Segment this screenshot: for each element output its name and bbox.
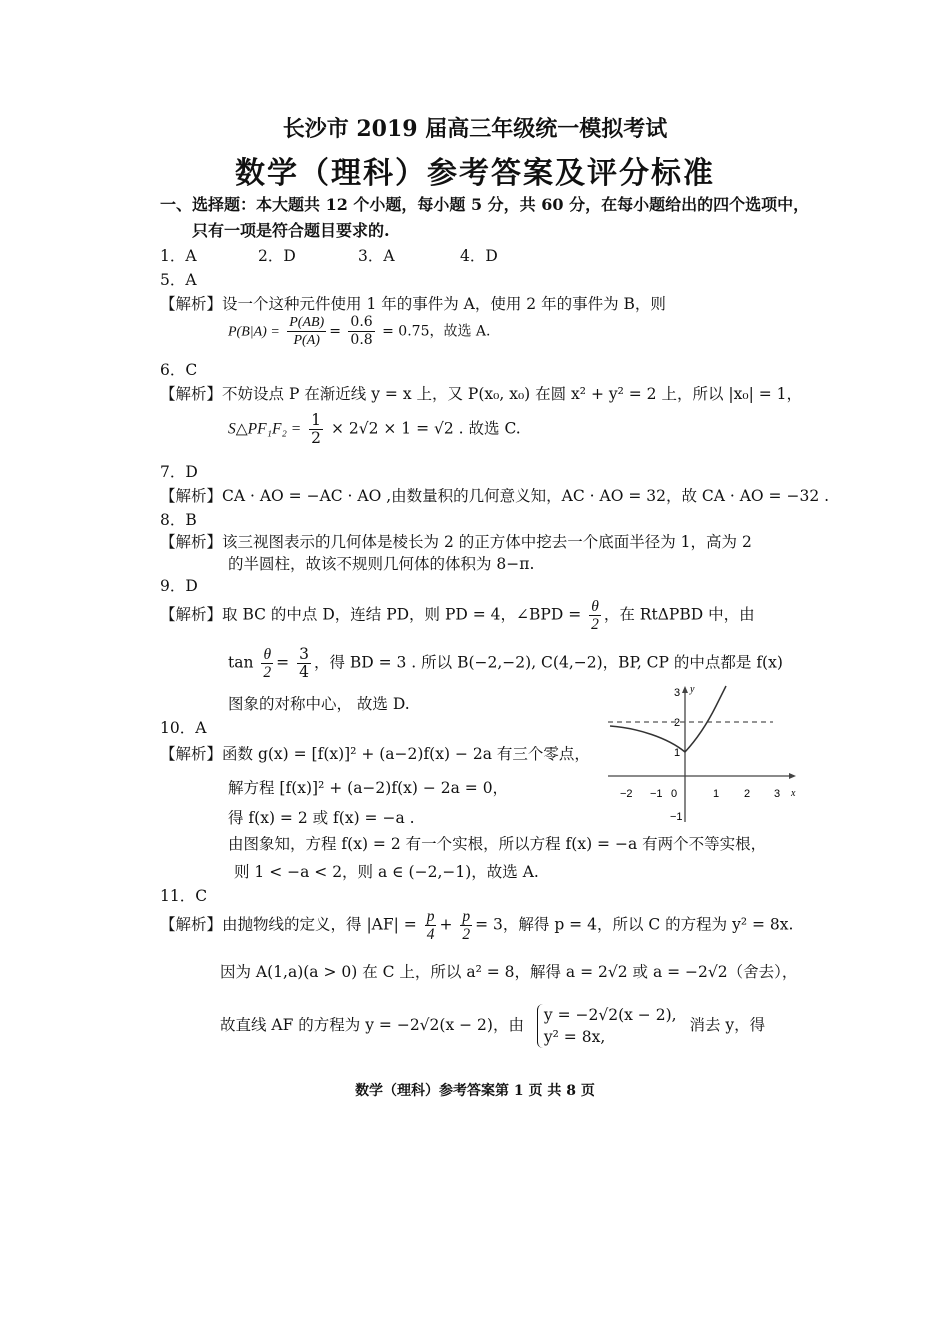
q9-line3: 图象的对称中心， 故选 D. <box>228 695 410 713</box>
q8-line2: 的半圆柱，故该不规则几何体的体积为 8−π. <box>228 555 535 573</box>
q11-line1: 【解析】由抛物线的定义，得 |AF| = $\frac{p}{4}$ + $\frac{p}{2}$ = 3，解得 p = 4，所以 C 的方程为 y² = 8x. <box>160 908 794 943</box>
q10-line2: 解方程 [f(x)]² + (a−2)f(x) − 2a = 0， <box>228 779 509 797</box>
section-heading-line1: 一、选择题：本大题共 12 个小题，每小题 5 分，共 60 分，在每小题给出的四个选项中， <box>160 195 810 214</box>
x-tick: 0 <box>671 788 678 800</box>
page-subtitle: 数学（理科）参考答案及评分标准 <box>235 156 715 191</box>
x-tick: 3 <box>774 788 781 800</box>
analysis-label: 【解析】 <box>160 295 223 313</box>
answer-3: 3．A <box>358 247 395 265</box>
curve-right <box>685 686 726 752</box>
page-footer: 数学（理科）参考答案第 1 页 共 8 页 <box>355 1083 595 1099</box>
q9-line2: tan $\frac{\theta}{2}$ = $\frac{3}{4}$ ，得 BD = 3 . 所以 B(−2,−2), C(4,−2)，BP, CP 的中点都是 f(x) <box>228 645 783 681</box>
y-axis-label: y <box>690 684 695 695</box>
q10-line1: 函数 g(x) = [f(x)]² + (a−2)f(x) − 2a 有三个零点， <box>222 745 590 763</box>
answer-10: 10．A <box>160 719 207 737</box>
answer-9: 9．D <box>160 577 198 595</box>
q5-formula: P(B|A) = $\frac{P(AB)}{P(A)}$ = $\frac{0.6}{0.8}$ = 0.75，故选 A. <box>228 314 491 348</box>
answer-8: 8．B <box>160 511 197 529</box>
answer-11: 11．C <box>160 887 208 905</box>
y-tick: −1 <box>670 811 683 823</box>
q11-line3: 故直线 AF 的方程为 y = −2√2(x − 2)，由 y = −2√2(x − 2), y² = 8x, 消去 y，得 <box>220 1006 766 1046</box>
y-tick: 2 <box>674 717 681 729</box>
answer-7: 7．D <box>160 463 198 481</box>
section-heading-line2: 只有一项是符合题目要求的. <box>192 221 390 240</box>
analysis-label: 【解析】 <box>160 487 223 505</box>
q11-line2: 因为 A(1,a)(a > 0) 在 C 上，所以 a² = 8，解得 a = 2√2 或 a = −2√2（舍去）， <box>220 963 798 981</box>
analysis-label: 【解析】 <box>160 385 223 403</box>
page-title: 长沙市 2019 届高三年级统一模拟考试 <box>282 116 668 142</box>
q6-formula: S△PF₁F₂ = $\frac{1}{2}$ × 2√2 × 1 = √2 . 故选 C. <box>228 411 521 447</box>
q10-line3: 得 f(x) = 2 或 f(x) = −a . <box>228 809 415 827</box>
answer-2: 2．D <box>258 247 296 265</box>
y-tick: 3 <box>674 687 681 699</box>
q10-line4: 由图象知，方程 f(x) = 2 有一个实根，所以方程 f(x) = −a 有两个不等实根， <box>228 835 767 853</box>
q9-line1: 【解析】取 BC 的中点 D，连结 PD，则 PD = 4，∠BPD = $\frac{\theta}{2}$ ，在 RtΔPBD 中，由 <box>160 598 755 633</box>
q10-line5: 则 1 < −a < 2，则 a ∈ (−2,−1)，故选 A. <box>234 863 539 881</box>
x-axis-label: x <box>791 788 796 799</box>
y-tick: 1 <box>674 747 681 759</box>
q7-line: CA · AO = −AC · AO ,由数量积的几何意义知，AC · AO = 32，故 CA · AO = −32 . <box>222 487 830 505</box>
analysis-label: 【解析】 <box>160 533 223 551</box>
answer-5: 5．A <box>160 271 197 289</box>
answer-4: 4．D <box>460 247 498 265</box>
q6-line1: 不妨设点 P 在渐近线 y = x 上，又 P(x₀, x₀) 在圆 x² + y² = 2 上，所以 |x₀| = 1， <box>222 385 802 403</box>
x-tick: 1 <box>713 788 720 800</box>
x-tick: −1 <box>650 788 663 800</box>
answer-1: 1．A <box>160 247 197 265</box>
q8-line1: 该三视图表示的几何体是棱长为 2 的正方体中挖去一个底面半径为 1，高为 2 <box>222 533 752 551</box>
x-tick: −2 <box>620 788 633 800</box>
q5-text: 设一个这种元件使用 1 年的事件为 A，使用 2 年的事件为 B，则 <box>222 295 666 313</box>
answer-6: 6．C <box>160 361 198 379</box>
analysis-label: 【解析】 <box>160 745 223 763</box>
x-tick: 2 <box>744 788 751 800</box>
function-graph <box>608 682 800 828</box>
